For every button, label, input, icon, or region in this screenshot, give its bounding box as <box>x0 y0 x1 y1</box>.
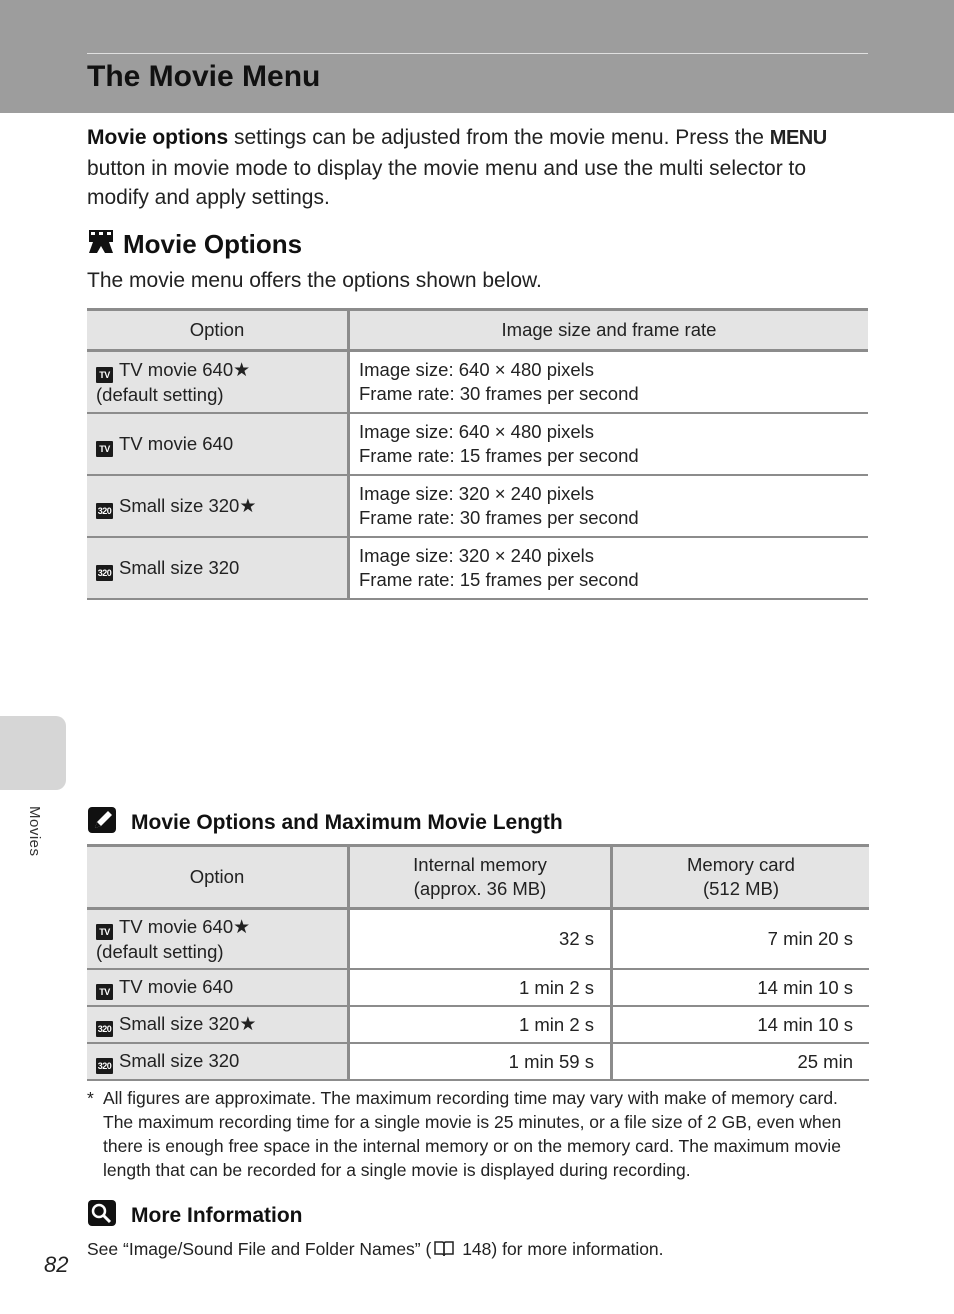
table-header-row <box>87 310 868 351</box>
column-header-subtext: (512 MB) <box>702 878 780 899</box>
small-size-icon: 320 <box>96 1058 113 1074</box>
option-cell <box>87 1043 349 1080</box>
menu-button-glyph: MENU <box>769 127 827 149</box>
column-header <box>87 846 349 909</box>
option-cell <box>87 475 349 537</box>
option-note: (default setting) <box>96 383 224 405</box>
tv-movie-icon: TV <box>96 984 113 1000</box>
more-info-text <box>87 1239 664 1263</box>
header-rule <box>87 53 868 54</box>
column-header-text: Memory card <box>687 854 795 875</box>
column-header: Image size and frame rate <box>349 310 869 351</box>
option-cell <box>87 413 349 475</box>
table-row <box>87 413 868 475</box>
frame-rate-text: Frame rate: 15 frames per second <box>359 445 639 466</box>
header-band <box>0 0 954 113</box>
tv-movie-icon: TV <box>96 441 113 457</box>
note-heading-text: Movie Options and Maximum Movie Length <box>131 811 563 834</box>
table-row <box>87 351 868 414</box>
description-cell <box>349 413 869 475</box>
footnote <box>87 1086 862 1182</box>
option-note: (default setting) <box>96 940 224 962</box>
column-header <box>349 846 612 909</box>
table-row <box>87 1043 869 1080</box>
option-cell <box>87 1006 349 1043</box>
magnifier-info-icon <box>87 1199 117 1233</box>
option-cell <box>87 537 349 599</box>
default-star-icon: ★ <box>233 359 251 381</box>
default-star-icon: ★ <box>233 916 251 938</box>
table-row <box>87 909 869 970</box>
option-label: Small size 320 <box>119 494 240 516</box>
footnote-text: All figures are approximate. The maximum recording time may vary with make of memory card. The maximum recording time for a single movie is 25 minutes, or a file size of 2 GB, even when there is enough free space in the internal memory or on the memory card. The maximum movie length that can be recorded for a single movie is displayed during recording. <box>103 1088 842 1180</box>
frame-rate-text: Frame rate: 30 frames per second <box>359 383 639 404</box>
side-tab-label: Movies <box>26 806 43 857</box>
option-cell <box>87 909 349 970</box>
tv-movie-icon: TV <box>96 367 113 383</box>
option-label: TV movie 640 <box>119 976 234 997</box>
table-row <box>87 475 868 537</box>
memory-card-cell: 14 min 10 s <box>612 1006 870 1043</box>
table-header-row <box>87 846 869 909</box>
memory-card-cell: 7 min 20 s <box>612 909 870 970</box>
more-info-heading <box>87 1199 303 1233</box>
option-label: Small size 320 <box>119 1050 240 1071</box>
default-star-icon: ★ <box>239 1014 257 1035</box>
page-number: 82 <box>44 1252 69 1277</box>
small-size-icon: 320 <box>96 565 113 581</box>
side-tab <box>0 716 66 790</box>
frame-rate-text: Frame rate: 15 frames per second <box>359 569 639 590</box>
small-size-icon: 320 <box>96 1021 113 1037</box>
option-label: Small size 320 <box>119 556 240 578</box>
image-size-text: Image size: 320 × 240 pixels <box>359 545 594 566</box>
column-header: Option <box>87 310 349 351</box>
table-row <box>87 537 868 599</box>
more-info-heading-text: More Information <box>131 1204 303 1227</box>
section-intro: The movie menu offers the options shown below. <box>87 269 542 292</box>
section-heading <box>87 228 302 261</box>
option-label: TV movie 640 <box>119 432 234 454</box>
movie-options-table <box>87 308 868 600</box>
pencil-note-icon <box>87 806 117 840</box>
intro-text-1: settings can be adjusted from the movie menu. Press the <box>228 126 770 149</box>
small-size-icon: 320 <box>96 503 113 519</box>
description-cell <box>349 351 869 414</box>
image-size-text: Image size: 640 × 480 pixels <box>359 359 594 380</box>
internal-memory-cell: 1 min 59 s <box>349 1043 612 1080</box>
column-header-text: Internal memory <box>413 854 547 875</box>
note-heading <box>87 806 563 840</box>
intro-text-2: button in movie mode to display the movie menu and use the multi selector to modify and apply settings. <box>87 156 807 209</box>
intro-paragraph <box>87 123 857 213</box>
option-label: TV movie 640 <box>119 915 234 937</box>
more-info-text-after: ) for more information. <box>491 1239 664 1259</box>
movie-length-table <box>87 844 869 1081</box>
intro-bold: Movie options <box>87 126 229 149</box>
frame-rate-text: Frame rate: 30 frames per second <box>359 507 639 528</box>
table-row <box>87 969 869 1006</box>
footnote-marker: * <box>87 1088 94 1108</box>
option-label: Small size 320 <box>119 1013 240 1034</box>
memory-card-cell: 14 min 10 s <box>612 969 870 1006</box>
option-cell <box>87 351 349 414</box>
more-info-text-before: See “Image/Sound File and Folder Names” ( <box>87 1239 432 1259</box>
movie-camera-icon <box>87 228 115 261</box>
default-star-icon: ★ <box>239 495 257 517</box>
internal-memory-cell: 1 min 2 s <box>349 1006 612 1043</box>
description-cell <box>349 475 869 537</box>
description-cell <box>349 537 869 599</box>
book-reference-icon <box>433 1240 455 1263</box>
column-header-text: Option <box>189 866 245 887</box>
column-header <box>612 846 870 909</box>
page-title: The Movie Menu <box>87 60 321 93</box>
image-size-text: Image size: 640 × 480 pixels <box>359 421 594 442</box>
option-label: TV movie 640 <box>119 358 234 380</box>
internal-memory-cell: 32 s <box>349 909 612 970</box>
table-row <box>87 1006 869 1043</box>
memory-card-cell: 25 min <box>612 1043 870 1080</box>
option-cell <box>87 969 349 1006</box>
section-heading-text: Movie Options <box>123 229 303 259</box>
internal-memory-cell: 1 min 2 s <box>349 969 612 1006</box>
column-header-subtext: (approx. 36 MB) <box>413 878 547 899</box>
tv-movie-icon: TV <box>96 924 113 940</box>
page-reference-link[interactable]: 148 <box>457 1239 492 1259</box>
image-size-text: Image size: 320 × 240 pixels <box>359 483 594 504</box>
